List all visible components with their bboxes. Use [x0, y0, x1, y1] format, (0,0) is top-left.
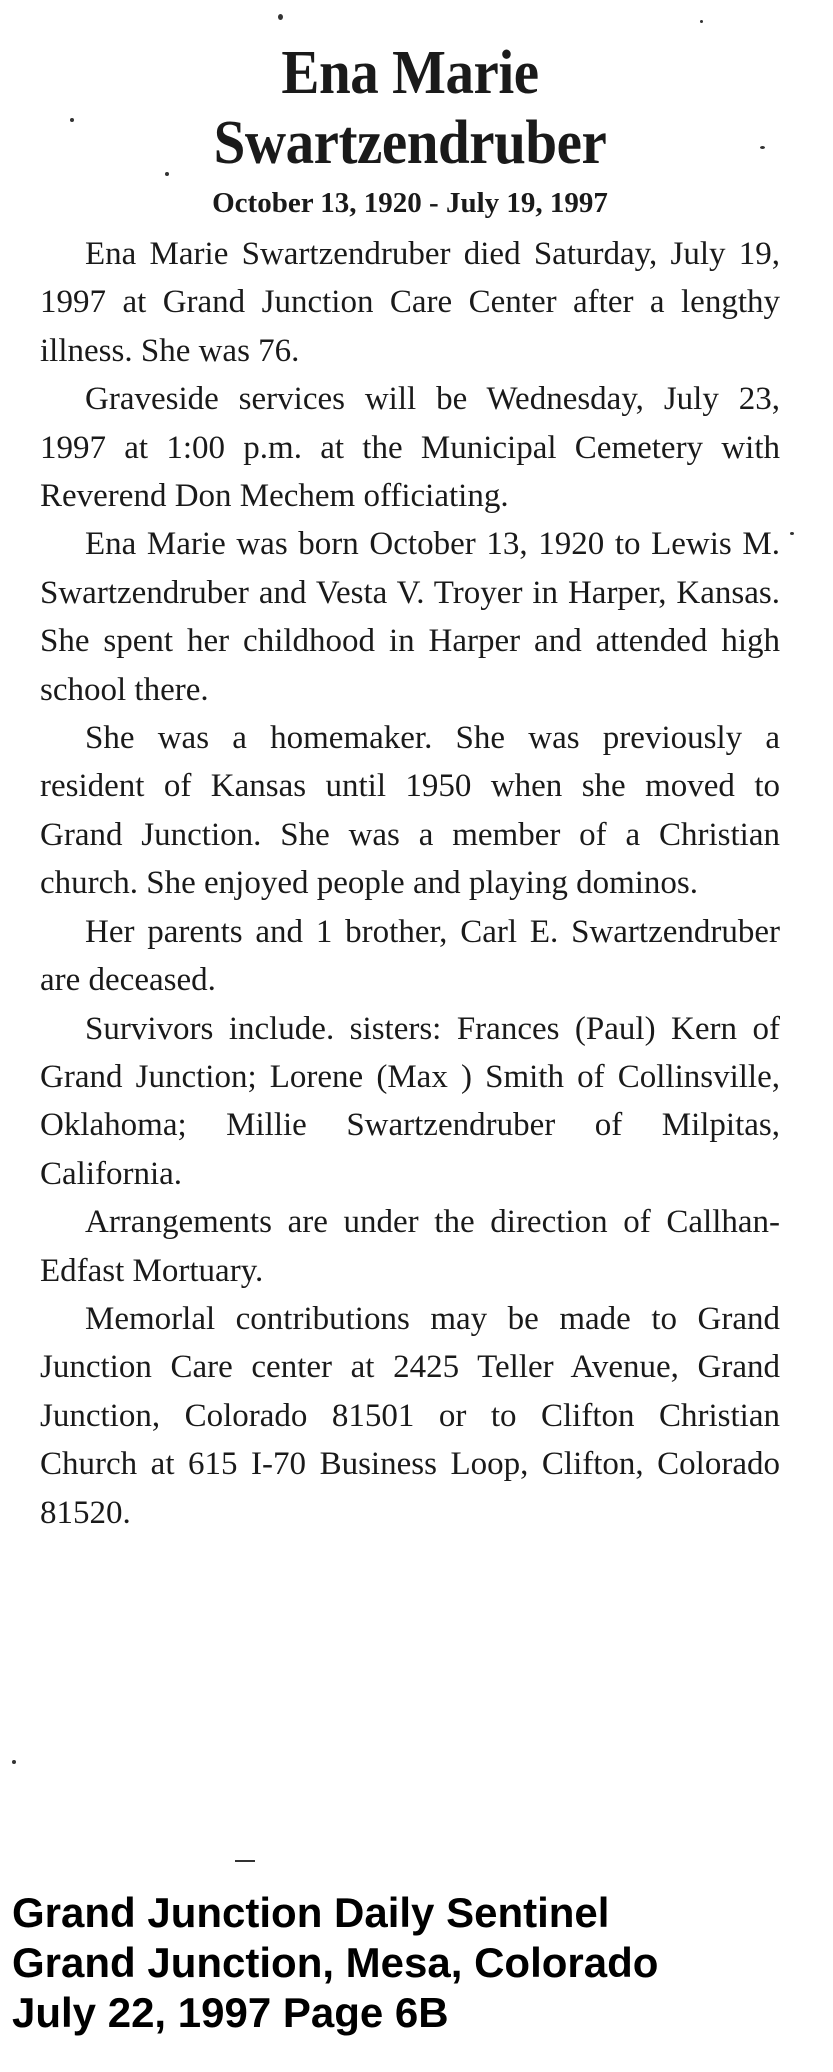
scan-speck: [235, 1860, 255, 1862]
obituary-clipping: [40, 20, 780, 1537]
obituary-paragraph: Ena Marie Swartzendruber died Saturday, July 19, 1997 at Grand Junction Care Center after a lengthy illness. She was 76.: [40, 236, 780, 369]
scan-speck: [760, 146, 765, 149]
scan-speck: [165, 172, 169, 176]
obituary-name-line-2: Swartzendruber: [213, 109, 607, 177]
scan-speck: [278, 14, 283, 20]
obituary-paragraph: Survivors include. sisters: Frances (Paul) Kern of Grand Junction; Lorene (Max ) Smith of Collinsville, Oklahoma; Millie Swartzendruber of Milpitas, California.: [40, 1010, 780, 1192]
newspaper-source: [12, 1888, 822, 2038]
obituary-paragraph: She was a homemaker. She was previously a resident of Kansas until 1950 when she moved to Grand Junction. She was a member of a Christian church. She enjoyed people and playing dominos.: [40, 720, 780, 902]
scan-speck: [700, 20, 703, 23]
obituary-paragraph: Her parents and 1 brother, Carl E. Swartzendruber are deceased.: [40, 913, 780, 999]
obituary-name-line-1: Ena Marie: [281, 39, 539, 107]
scan-speck: [70, 118, 74, 122]
scan-speck: [12, 1760, 16, 1764]
scan-speck: [790, 532, 794, 535]
source-location: Grand Junction, Mesa, Colorado: [12, 1939, 659, 1986]
obituary-paragraph: Ena Marie was born October 13, 1920 to Lewis M. Swartzendruber and Vesta V. Troyer in Harper, Kansas. She spent her childhood in Harper and attended high school there.: [40, 526, 780, 708]
obituary-body: [40, 230, 780, 1537]
source-date-page: July 22, 1997 Page 6B: [12, 1989, 449, 2036]
obituary-paragraph: Graveside services will be Wednesday, July 23, 1997 at 1:00 p.m. at the Municipal Cemetery with Reverend Don Mechem officiating.: [40, 381, 780, 515]
obituary-dates: October 13, 1920 - July 19, 1997: [212, 187, 608, 219]
obituary-paragraph: Arrangements are under the direction of Callhan-Edfast Mortuary.: [40, 1204, 780, 1289]
source-newspaper-name: Grand Junction Daily Sentinel: [12, 1889, 610, 1936]
obituary-paragraph: Memorlal contributions may be made to Grand Junction Care center at 2425 Teller Avenue, Grand Junction, Colorado 81501 or to Clifton Christian Church at 615 I-70 Business Loop, Clifton, Colorado 81520.: [40, 1300, 780, 1531]
obituary-title: [70, 38, 751, 178]
